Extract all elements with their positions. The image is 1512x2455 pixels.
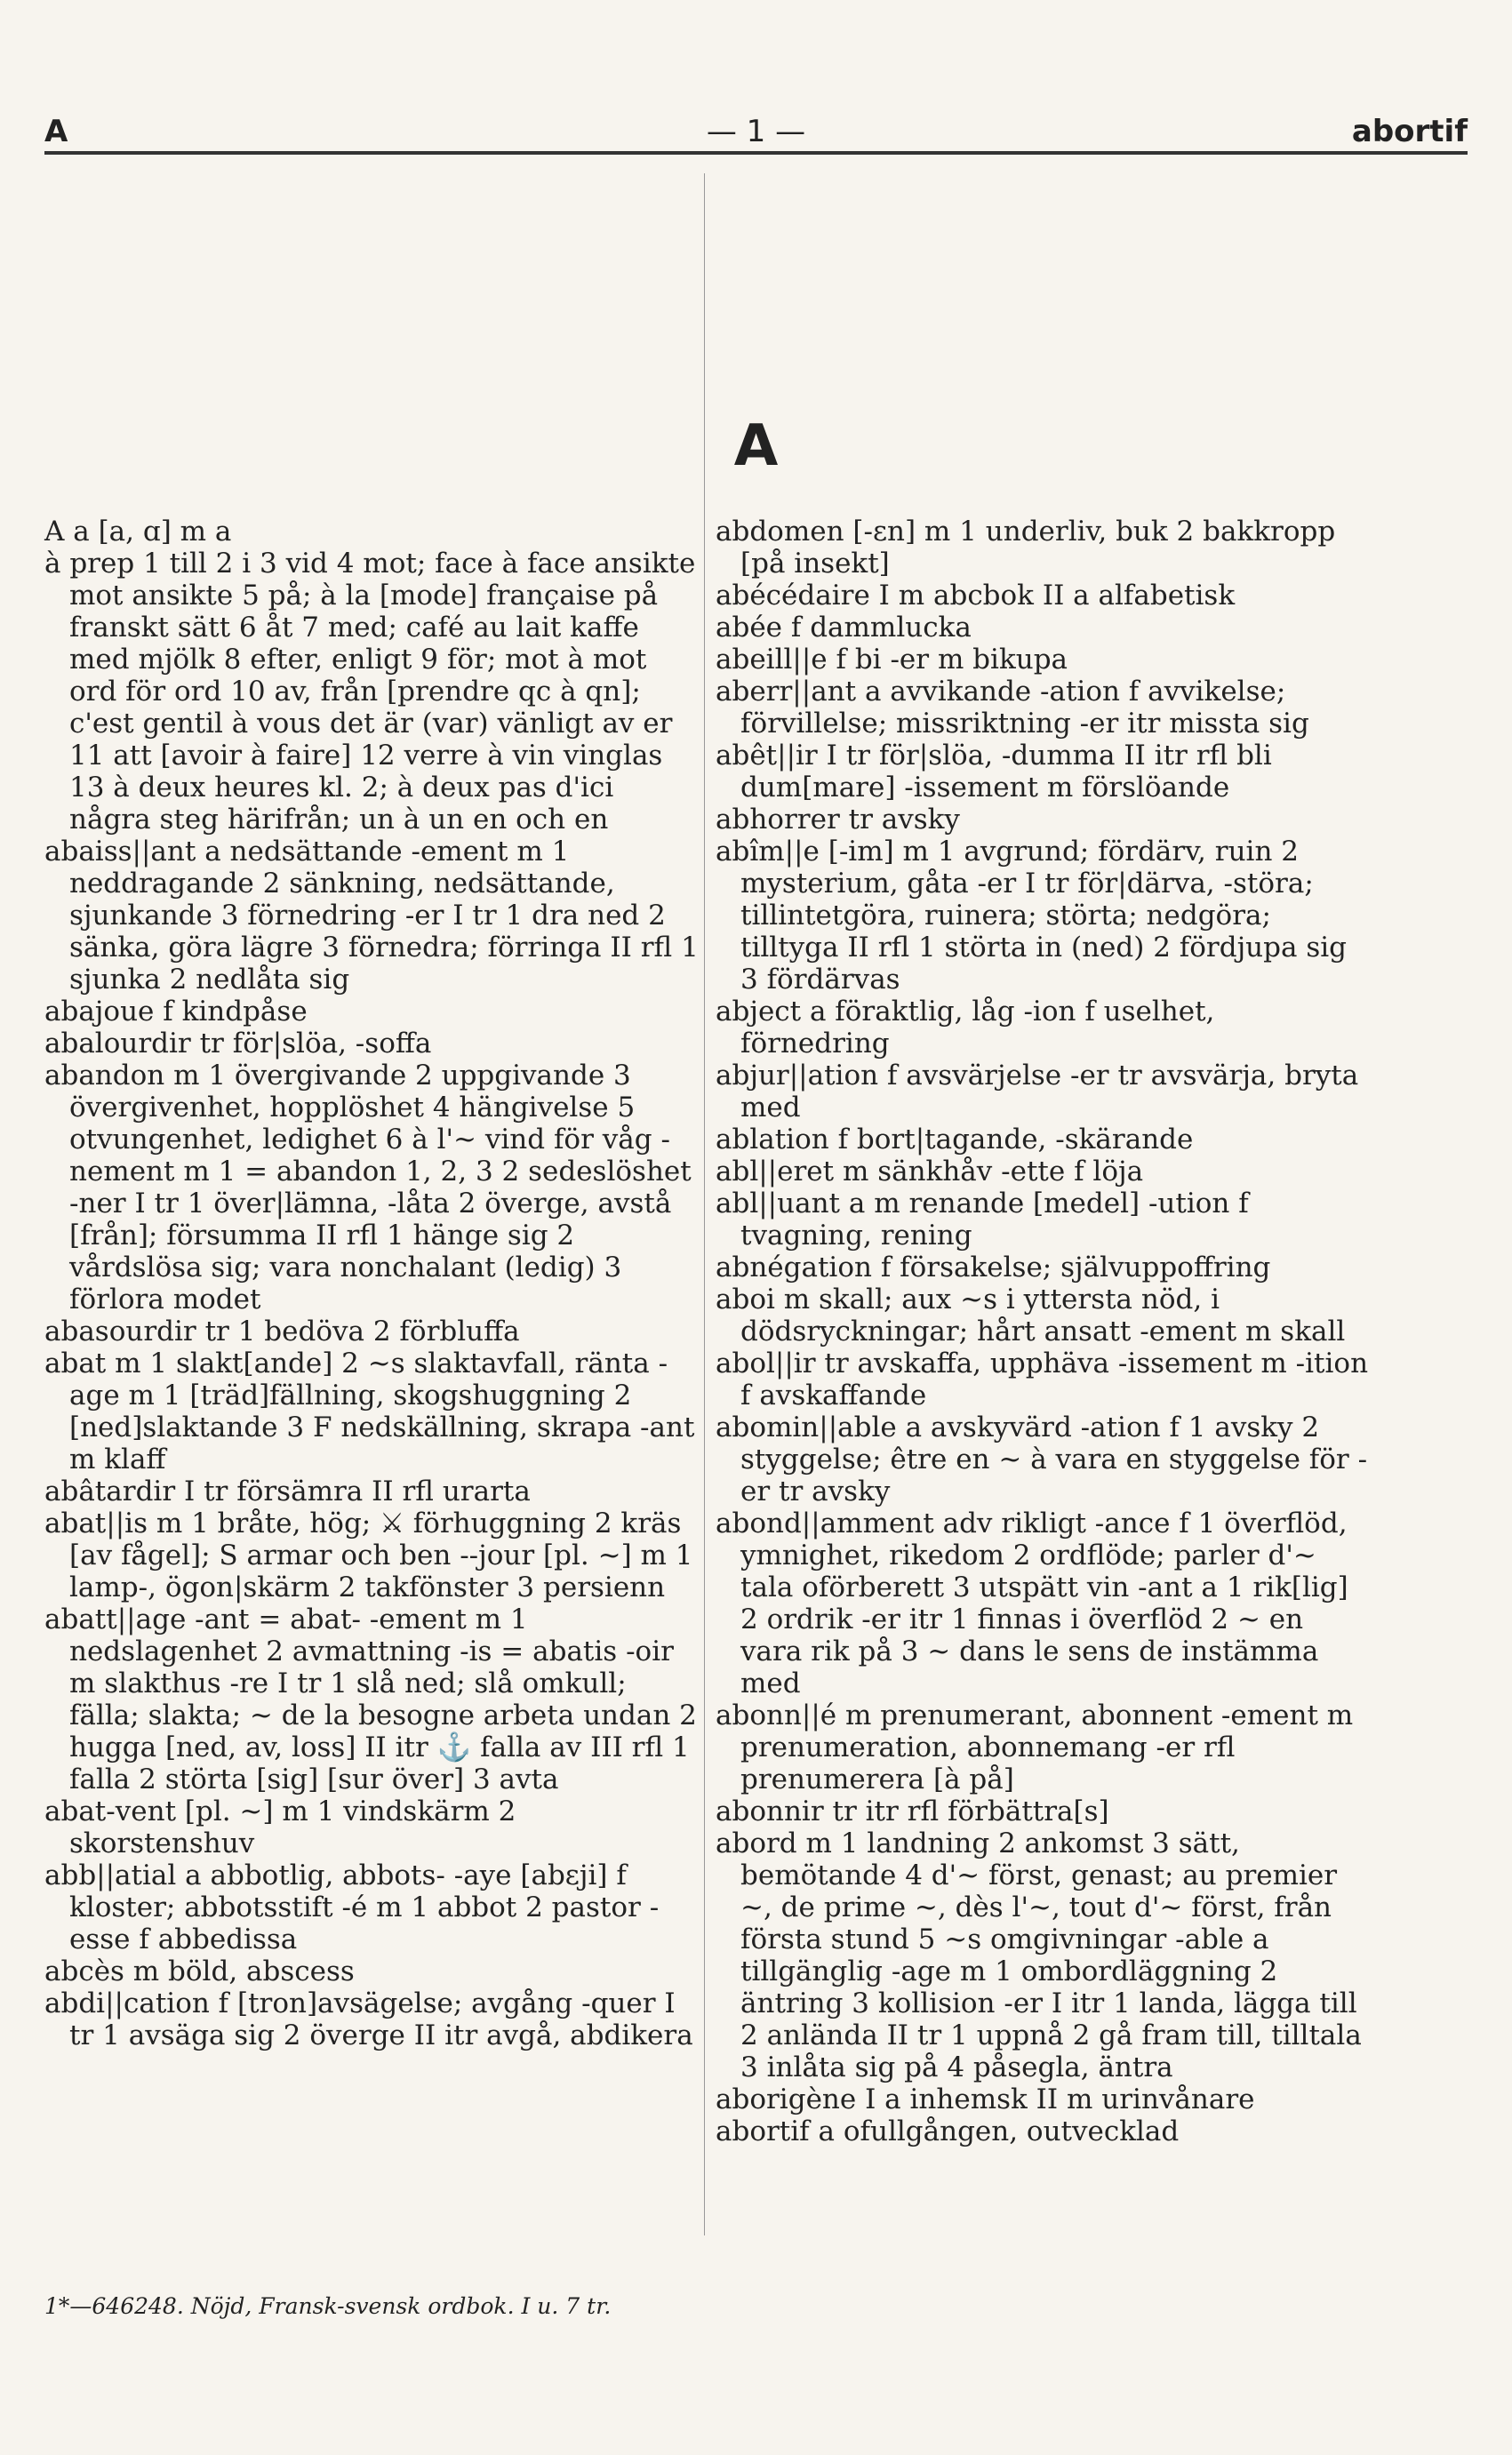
dictionary-entry: abond||amment adv rikligt -ance f 1 överflöd, ymnighet, rikedom 2 ordflöde; parler d'~ tala oförberett 3 utspätt vin -ant a 1 rik[lig] 2 ordrik -er itr 1 finnas i överflöd 2 ~ en vara rik på 3 ~ dans le sens de instämma med [716,1507,1348,1699]
dictionary-entry: abîm||e [-im] m 1 avgrund; fördärv, ruin 2 mysterium, gåta -er I tr för|därva, -störa; tillintetgöra, ruinera; störta; nedgöra; tilltyga II rfl 1 störta in (ned) 2 fördjupa sig 3 fördärvas [716,836,1347,996]
column-divider [704,173,705,2235]
dictionary-entry: abol||ir tr avskaffa, upphäva -issement m -ition f avskaffande [716,1347,1369,1411]
dictionary-entry: abécédaire I m abcbok II a alfabetisk [716,580,1236,612]
dictionary-entry: ablation f bort|tagande, -skärande [716,1124,1194,1156]
page-number: — 1 — [706,114,806,149]
dictionary-entry: abonnir tr itr rfl förbättra[s] [716,1795,1109,1827]
printer-footer: 1*—646248. Nöjd, Fransk-svensk ordbok. I u. 7 tr. [44,2293,612,2319]
dictionary-entry: abaiss||ant a nedsättande -ement m 1 neddragande 2 sänkning, nedsättande, sjunkande 3 förnedring -er I tr 1 dra ned 2 sänka, göra lägre 3 förnedra; förringa II rfl 1 sjunka 2 nedlåta sig [44,836,699,996]
dictionary-entry: abord m 1 landning 2 ankomst 3 sätt, bemötande 4 d'~ först, genast; au premier ~, de prime ~, dès l'~, tout d'~ först, från första stund 5 ~s omgivningar -able a tillgänglig -age m 1 ombordläggning 2 äntring 3 kollision -er I itr 1 landa, lägga till 2 anlända II tr 1 uppnå 2 gå fram till, tilltala 3 inlåta sig på 4 påsegla, äntra [716,1827,1362,2083]
dictionary-entry: abl||uant a m renande [medel] -ution f tvagning, rening [716,1188,1249,1251]
dictionary-entry: abêt||ir I tr för|slöa, -dumma II itr rfl bli dum[mare] -issement m förslöande [716,740,1272,804]
dictionary-entry: abasourdir tr 1 bedöva 2 förbluffa [44,1315,520,1347]
dictionary-entry: abatt||age -ant = abat- -ement m 1 nedslagenhet 2 avmattning -is = abatis -oir m slakthus -re I tr 1 slå ned; slå omkull; fälla; slakta; ~ de la besogne arbeta undan 2 hugga [ned, av, loss] II itr ⚓ falla av III rfl 1 falla 2 störta [sig] [sur över] 3 avta [44,1603,697,1795]
dictionary-entry: abalourdir tr för|slöa, -soffa [44,1028,432,1060]
dictionary-entry: aborigène I a inhemsk II m urinvånare [716,2083,1255,2115]
dictionary-entry: abhorrer tr avsky [716,804,960,836]
dictionary-entry: abat||is m 1 bråte, hög; ⚔ förhuggning 2 kräs [av fågel]; S armar och ben --jour [pl. ~] m 1 lamp-, ögon|skärm 2 takfönster 3 persienn [44,1507,693,1603]
guide-word-left: A [44,114,68,149]
page-header [44,98,1468,155]
dictionary-entry: abeill||e f bi -er m bikupa [716,644,1068,676]
guide-word-right: abortif [1351,114,1468,149]
left-column [44,516,700,2051]
dictionary-entry: abat-vent [pl. ~] m 1 vindskärm 2 skorstenshuv [44,1795,516,1859]
section-letter: A [733,413,779,479]
dictionary-entry: abject a föraktlig, låg -ion f uselhet, förnedring [716,996,1215,1060]
dictionary-entry: A a [a, ɑ] m a [44,516,232,548]
dictionary-entry: abajoue f kindpåse [44,996,308,1028]
dictionary-entry: abjur||ation f avsvärjelse -er tr avsvärja, bryta med [716,1060,1359,1124]
dictionary-entry: abdomen [-ɛn] m 1 underliv, buk 2 bakkropp [på insekt] [716,516,1336,580]
dictionary-entry: aberr||ant a avvikande -ation f avvikelse; förvillelse; missriktning -er itr missta sig [716,676,1309,740]
dictionary-entry: abâtardir I tr försämra II rfl urarta [44,1475,531,1507]
dictionary-entry: abb||atial a abbotlig, abbots- -aye [abɛji] f kloster; abbotsstift -é m 1 abbot 2 pastor -esse f abbedissa [44,1859,660,1955]
dictionary-entry: abée f dammlucka [716,612,972,644]
right-column [716,516,1372,2147]
dictionary-entry: abcès m böld, abscess [44,1955,355,1987]
dictionary-entry: abdi||cation f [tron]avsägelse; avgång -quer I tr 1 avsäga sig 2 överge II itr avgå, abdikera [44,1987,693,2051]
dictionary-entry: à prep 1 till 2 i 3 vid 4 mot; face à face ansikte mot ansikte 5 på; à la [mode] française på franskt sätt 6 åt 7 med; café au lait kaffe med mjölk 8 efter, enligt 9 för; mot à mot ord för ord 10 av, från [prendre qc à qn]; c'est gentil à vous det är (var) vänligt av er 11 att [avoir à faire] 12 verre à vin vinglas 13 à deux heures kl. 2; à deux pas d'ici några steg härifrån; un à un en och en [44,548,696,836]
dictionary-entry: abat m 1 slakt[ande] 2 ~s slaktavfall, ränta -age m 1 [träd]fällning, skogshuggning 2 [ned]slaktande 3 F nedskällning, skrapa -ant m klaff [44,1347,695,1475]
dictionary-entry: abortif a ofullgången, outvecklad [716,2115,1180,2147]
dictionary-entry: abomin||able a avskyvärd -ation f 1 avsky 2 styggelse; être en ~ à vara en styggelse för -er tr avsky [716,1411,1368,1507]
dictionary-entry: abandon m 1 övergivande 2 uppgivande 3 övergivenhet, hopplöshet 4 hängivelse 5 otvungenhet, ledighet 6 à l'~ vind för våg -nement m 1 = abandon 1, 2, 3 2 sedeslöshet -ner I tr 1 över|lämna, -låta 2 överge, avstå [från]; försumma II rfl 1 hänge sig 2 vårdslösa sig; vara nonchalant (ledig) 3 förlora modet [44,1060,692,1315]
dictionary-entry: abonn||é m prenumerant, abonnent -ement m prenumeration, abonnemang -er rfl prenumerera [à på] [716,1699,1354,1795]
dictionary-entry: aboi m skall; aux ~s i yttersta nöd, i dödsryckningar; hårt ansatt -ement m skall [716,1283,1346,1347]
dictionary-entry: abl||eret m sänkhåv -ette f löja [716,1156,1144,1188]
dictionary-entry: abnégation f försakelse; självuppoffring [716,1251,1271,1283]
